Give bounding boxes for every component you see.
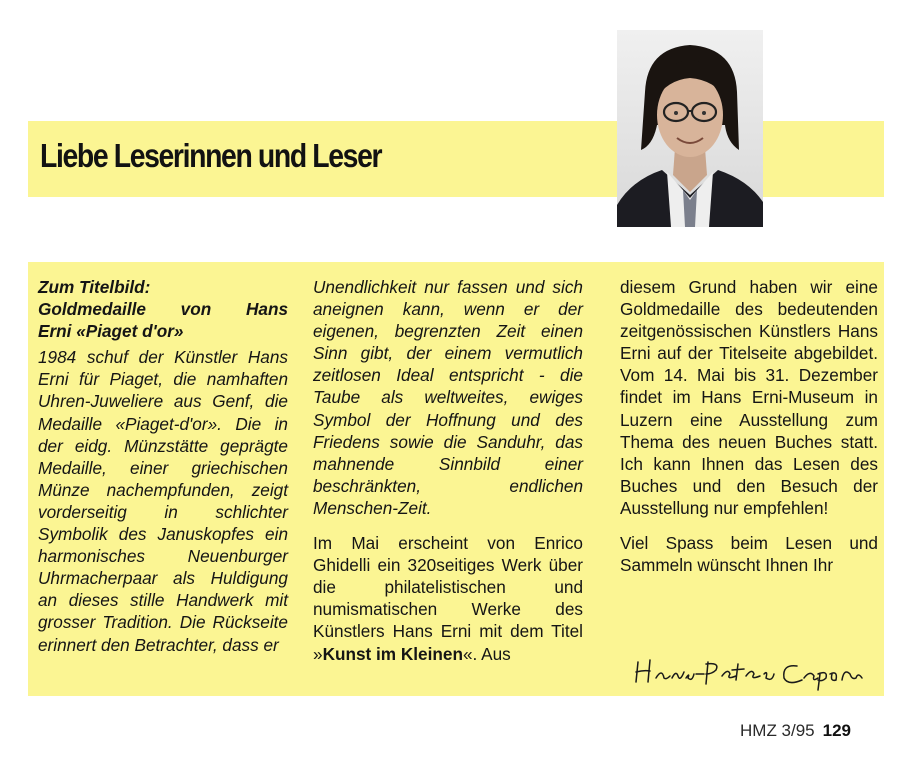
column-2-italic-body: Unendlichkeit nur fassen und sich aneignen kann, wenn er der eigenen, begrenzten Zeit einen Sinn gibt, der einem vermutlich zeitlosen Ideal entspricht - die Taube als weltweites, ewiges Symbol der Hoffnung und des Friedens sowie die Sanduhr, das mahnende Sinnbild einer beschränkten, endlichen Menschen-Zeit. [313,277,583,518]
page-title: Liebe Leserinnen und Leser [40,137,382,174]
book-title: Kunst im Kleinen [322,643,463,664]
handwritten-signature [632,652,867,692]
article-column-2 [313,276,583,665]
column-2-body-start: Im Mai erscheint von Enrico Ghidelli ein 320seitiges Werk über die philatelistischen und numismatischen Werke des Künstlers Hans Erni mit dem Titel » [313,533,583,664]
issue-label: HMZ 3/95 [740,721,815,740]
column-1-body: 1984 schuf der Künstler Hans Erni für Piaget, die namhaften Uhren-Juweliere aus Genf, die Medaille «Piaget-d'or». Die in der eidg. Münzstätte geprägte Medaille, einer griechischen Münze nachempfunden, zeigt vorderseitig in schlichter Symbolik des Januskopfes ein harmonisches Neuenburger Uhrmacherpaar als Huldigung an dieses stille Handwerk mit grosser Tradition. Die Rückseite erinnert den Betrachter, dass er [38,347,288,655]
column-2-body-end: «. Aus [462,643,511,664]
column-3-body: diesem Grund haben wir eine Goldmedaille des bedeutenden zeitgenössischen Künstlers Hans Erni auf der Titelseite abgebildet. Vom 14. Mai bis 31. Dezember findet im Hans Erni-Museum in Luzern eine Ausstellung zum Thema des neuen Buches statt. Ich kann Ihnen das Lesen des Buches und den Besuch der Ausstellung nur empfehlen! [620,277,878,518]
article-column-1 [38,276,288,656]
subheading-line-2: Goldmedaille von Hans [38,299,288,320]
article-column-3 [620,276,878,576]
column-2-body [313,532,583,665]
subheading-line-3: Erni «Piaget d'or» [38,321,184,342]
subheading-line-1: Zum Titelbild: [38,277,151,297]
page-footer [740,721,851,741]
closing-greeting: Viel Spass beim Lesen und Sammeln wünscht Ihnen Ihr [620,533,878,576]
page-number: 129 [822,721,852,740]
portrait-photo-icon [617,30,763,227]
